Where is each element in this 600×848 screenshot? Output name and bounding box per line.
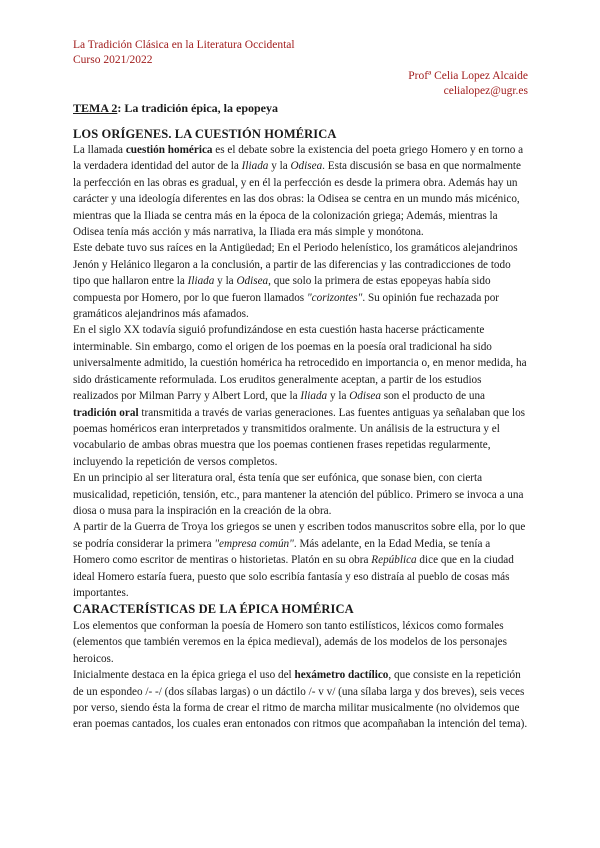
section-heading-characteristics: CARACTERÍSTICAS DE LA ÉPICA HOMÉRICA [73,602,354,616]
professor-name: Profª Celia Lopez Alcaide [408,70,528,82]
tema-number: TEMA 2 [73,101,118,115]
course-title: La Tradición Clásica en la Literatura Occidental [73,39,295,51]
paragraph: Los elementos que conforman la poesía de Homero son tanto estilísticos, léxicos como formales (elementos que también veremos en la épica medieval), además de los modelos de los personajes heroicos. [73,620,507,665]
author-header [408,69,528,99]
tema-title [73,101,278,116]
course-year: Curso 2021/2022 [73,54,153,66]
paragraph: En el siglo XX todavía siguió profundizándose en esta cuestión hasta hacerse prácticamente interminable. Sin embargo, como el origen de los poemas en la poesía oral tradicional ha sido universalmente admitido, la cuestión homérica ha retrocedido en importancia o, en menor medida, ha sido drásticamente reformulada. Los eruditos generalmente aceptan, a partir de los estudios realizados por Milman Parry y Albert Lord, que la Iliada y la Odisea son el producto de una tradición oral transmitida a través de varias generaciones. Las fuentes antiguas ya señalaban que los poemas homéricos eran interpretados y transmitidos oralmente. Un análisis de la estructura y el vocabulario de ambas obras muestra que los poemas contienen frases repetidas regularmente, incluyendo la repetición de versos completos. [73,324,527,468]
paragraph: Inicialmente destaca en la épica griega el uso del hexámetro dactílico, que consiste en la repetición de un espondeo /- -/ (dos sílabas largas) o un dáctilo /- v v/ (una sílaba larga y dos breves), seis veces por verso, siendo ésta la forma de crear el ritmo de marcha militar musicalmente (no olvidemos que eran poemas cantados, los cuales eran entonados con ritmos que acompañaban la intención del tema). [73,669,528,731]
section-heading-origins: LOS ORÍGENES. LA CUESTIÓN HOMÉRICA [73,127,337,141]
paragraph: Este debate tuvo sus raíces en la Antigüedad; En el Periodo helenístico, los gramáticos alejandrinos Jenón y Helánico llegaron a la conclusión, a partir de las diferencias y las contradicciones de todo tipo que hallaron entre la Iliada y la Odisea, que solo la primera de estas epopeyas había sido compuesta por Homero, por lo que fueron llamados "corizontes". Su opinión fue rechazada por gramáticos alejandrinos más afamados. [73,242,518,321]
professor-email: celialopez@ugr.es [443,85,528,97]
paragraph: La llamada cuestión homérica es el debate sobre la existencia del poeta griego Homero y en torno a la verdadera identidad del autor de la Iliada y la Odisea. Esta discusión se basa en que normalmente la perfección en las obras es gradual, y en él la perfección es desde la primera obra. Además hay un carácter y una ideología diferentes en las dos obras: la Odisea se centra en un mundo más micénico, mientras que la Iliada se centra más en la época de la colonización griega; Además, mientras la Odisea tenía más acción y más narrativa, la Iliada era más simple y monótona. [73,144,524,239]
section-body-characteristics [73,618,528,733]
section-body-origins [73,142,528,601]
paragraph: En un principio al ser literatura oral, ésta tenía que ser eufónica, que sonase bien, con cierta musicalidad, repetición, tensión, etc., para mantener la atención del público. Primero se invoca a una diosa o musa para la inspiración en la creación de la obra. [73,472,524,517]
course-header [73,38,295,68]
paragraph: A partir de la Guerra de Troya los griegos se unen y escriben todos manuscritos sobre ella, por lo que se podría considerar la primera "empresa común". Más adelante, en la Edad Media, se tenía a Homero como escritor de mentiras o historietas. Platón en su obra República dice que en la ciudad ideal Homero estaría fuera, puesto que solo escribía fantasía y eso distraía al pueblo de cosas más importantes. [73,521,526,599]
tema-subtitle: : La tradición épica, la epopeya [117,101,279,115]
